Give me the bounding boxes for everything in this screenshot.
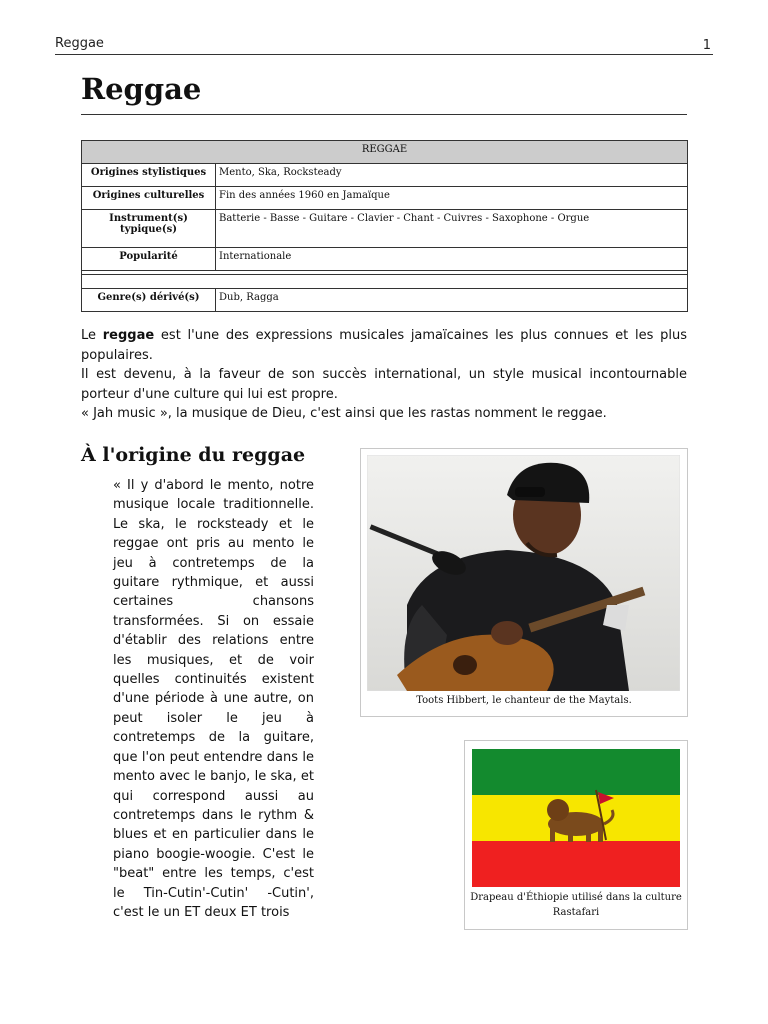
intro-lead: Le [81,328,103,343]
table-row [82,210,688,248]
figure-caption: Drapeau d'Éthiopie utilisé dans la culture Rastafari [470,892,682,918]
running-header [55,36,713,55]
intro-paragraph [81,326,687,365]
ethiopian-flag-icon [472,749,680,887]
singer-photo-icon [367,455,680,691]
infobox-value: Dub, Ragga [216,289,688,312]
infobox-label: Instrument(s) typique(s) [82,210,216,248]
infobox-label: Genre(s) dérivé(s) [82,289,216,312]
infobox-value: Batterie - Basse - Guitare - Clavier - Chant - Cuivres - Saxophone - Orgue [216,210,688,248]
infobox-table [81,140,688,312]
intro-text [81,326,687,424]
page-title: Reggae [81,72,687,115]
table-row [82,164,688,187]
infobox-heading: REGGAE [82,141,688,164]
table-spacer-row [82,271,688,289]
table-row [82,248,688,271]
infobox-label: Origines stylistiques [82,164,216,187]
infobox-label: Origines culturelles [82,187,216,210]
intro-keyword: reggae [102,328,155,343]
table-row [82,289,688,312]
section-title: À l'origine du reggae [81,444,306,466]
section-quote: « Il y d'abord le mento, notre musique locale traditionnelle. Le ska, le rocksteady et le reggae ont pris au mento le jeu à contretemps de la guitare rythmique, et aussi certaines chansons transformées. Si on essaie d'établir des relations entre les musiques, et de voir quelles continuités existent d'une période à une autre, on peut isoler le jeu à contretemps de la guitare, que l'on peut entendre dans le mento avec le banjo, le ska, et qui correspond aussi au contretemps dans le rythm & blues et en particulier dans le piano boogie-woogie. C'est le "beat" entre les temps, c'est le Tin-Cutin'-Cutin' -Cutin', c'est le un ET deux ET trois [113,478,314,920]
infobox-label: Popularité [82,248,216,271]
figure-caption: Toots Hibbert, le chanteur de the Maytals. [416,695,632,706]
table-row [82,187,688,210]
infobox-value: Internationale [216,248,688,271]
page-number: 1 [702,38,711,53]
divider [82,274,687,275]
intro-paragraph: Il est devenu, à la faveur de son succès international, un style musical incontournable porteur d'une culture qui lui est propre. [81,367,687,402]
infobox-value: Mento, Ska, Rocksteady [216,164,688,187]
intro-rest: est l'une des expressions musicales jamaïcaines les plus connues et les plus populaires. [81,328,687,363]
running-header-title: Reggae [55,36,104,51]
intro-paragraph: « Jah music », la musique de Dieu, c'est ainsi que les rastas nomment le reggae. [81,406,607,421]
figure-singer [360,448,688,717]
figure-flag [464,740,688,930]
infobox-value: Fin des années 1960 en Jamaïque [216,187,688,210]
